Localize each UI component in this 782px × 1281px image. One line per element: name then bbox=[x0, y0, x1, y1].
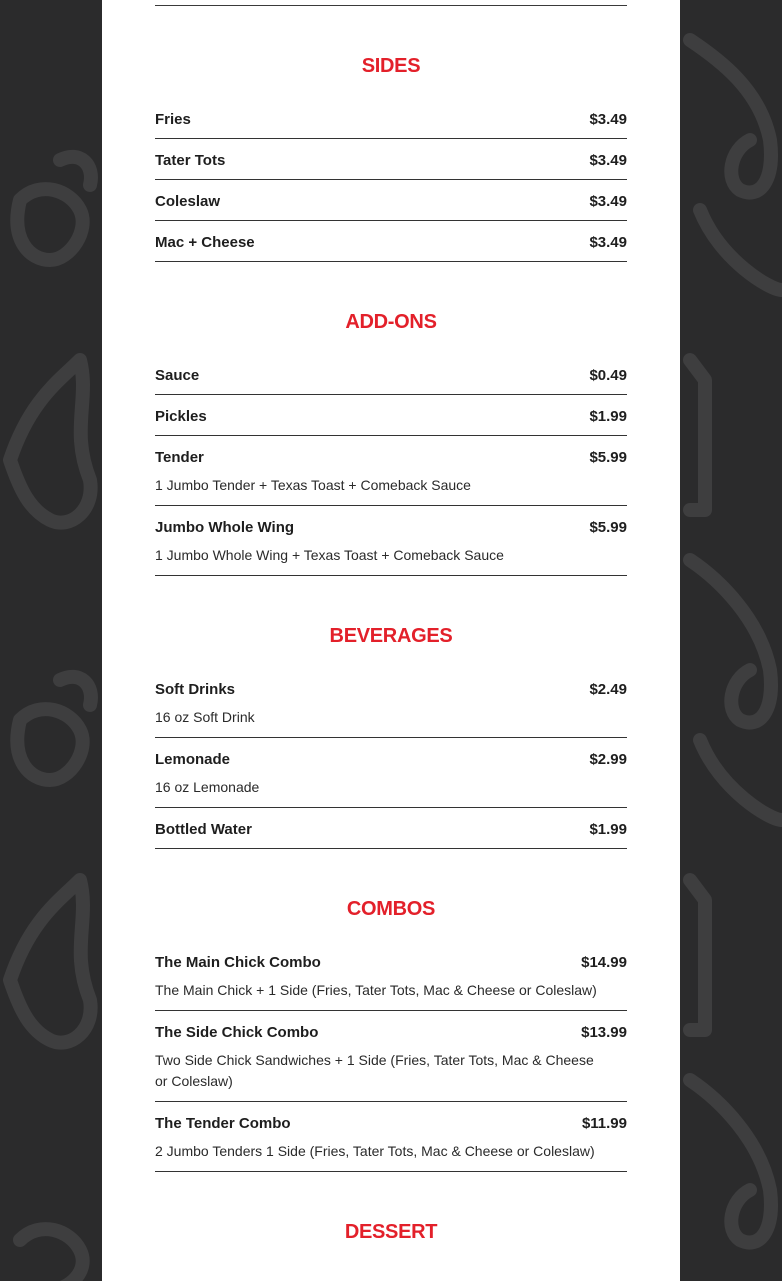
section-title-dessert: DESSERT bbox=[344, 1221, 438, 1243]
bottle-icon bbox=[690, 360, 705, 510]
chicken-leg-icon bbox=[690, 40, 782, 290]
item-name: Tater Tots bbox=[155, 152, 226, 169]
menu-item bbox=[155, 448, 627, 506]
item-price: $13.99 bbox=[581, 1024, 627, 1041]
bone-icon bbox=[20, 1229, 83, 1281]
item-price: $2.49 bbox=[589, 681, 627, 698]
menu-item bbox=[155, 518, 627, 576]
item-price: $0.49 bbox=[589, 367, 627, 384]
menu-item bbox=[155, 233, 627, 262]
item-price: $3.49 bbox=[589, 234, 627, 251]
menu-item bbox=[155, 151, 627, 180]
item-name: The Tender Combo bbox=[155, 1115, 291, 1132]
section-title-sides: SIDES bbox=[361, 55, 421, 77]
item-description: Two Side Chick Sandwiches + 1 Side (Fries, Tater Tots, Mac & Cheese or Coleslaw) bbox=[155, 1052, 594, 1089]
item-name: Bottled Water bbox=[155, 821, 252, 838]
divider bbox=[155, 5, 627, 6]
item-price: $3.49 bbox=[589, 111, 627, 128]
item-price: $3.49 bbox=[589, 193, 627, 210]
item-name: Coleslaw bbox=[155, 193, 221, 210]
item-description: 16 oz Soft Drink bbox=[155, 709, 255, 725]
item-price: $5.99 bbox=[589, 449, 627, 466]
menu-item bbox=[155, 680, 627, 738]
item-description: The Main Chick + 1 Side (Fries, Tater Tots, Mac & Cheese or Coleslaw) bbox=[155, 982, 597, 998]
section-title-combos: COMBOS bbox=[346, 898, 436, 920]
item-price: $14.99 bbox=[581, 954, 627, 971]
menu-item bbox=[155, 750, 627, 808]
menu-item bbox=[155, 953, 627, 1011]
section-title-add-ons: ADD-ONS bbox=[345, 311, 437, 333]
item-description: 1 Jumbo Tender + Texas Toast + Comeback Sauce bbox=[155, 477, 471, 493]
menu-item bbox=[155, 192, 627, 221]
item-name: Sauce bbox=[155, 367, 200, 384]
item-price: $3.49 bbox=[589, 152, 627, 169]
item-description: 1 Jumbo Whole Wing + Texas Toast + Comeback Sauce bbox=[155, 547, 504, 563]
item-price: $2.99 bbox=[589, 751, 627, 768]
item-name: Pickles bbox=[155, 408, 207, 425]
item-name: Lemonade bbox=[155, 751, 231, 768]
item-name: Mac + Cheese bbox=[155, 234, 255, 251]
menu-item bbox=[155, 1023, 627, 1102]
bone-icon bbox=[17, 157, 91, 260]
item-name: Jumbo Whole Wing bbox=[155, 519, 295, 536]
item-price: $11.99 bbox=[581, 1115, 627, 1132]
item-name: The Main Chick Combo bbox=[155, 954, 321, 971]
item-name: Tender bbox=[155, 449, 204, 466]
flame-icon bbox=[10, 360, 91, 523]
menu-item bbox=[155, 820, 627, 849]
item-description: 2 Jumbo Tenders 1 Side (Fries, Tater Tots, Mac & Cheese or Coleslaw) bbox=[155, 1143, 595, 1159]
chicken-leg-icon bbox=[690, 1080, 771, 1243]
item-name: Fries bbox=[155, 111, 191, 128]
flame-icon bbox=[10, 880, 91, 1043]
bottle-icon bbox=[690, 880, 705, 1030]
item-price: $5.99 bbox=[589, 519, 627, 536]
menu-card bbox=[102, 0, 680, 1281]
menu-item bbox=[155, 110, 627, 139]
item-description: 16 oz Lemonade bbox=[155, 779, 260, 795]
bone-icon bbox=[17, 677, 91, 780]
item-name: Soft Drinks bbox=[155, 681, 236, 698]
item-price: $1.99 bbox=[589, 821, 627, 838]
menu-item bbox=[155, 1114, 627, 1172]
section-title-beverages: BEVERAGES bbox=[329, 625, 453, 647]
item-price: $1.99 bbox=[589, 408, 627, 425]
item-name: The Side Chick Combo bbox=[155, 1024, 319, 1041]
chicken-leg-icon bbox=[690, 560, 782, 820]
menu-item bbox=[155, 366, 627, 395]
menu-item bbox=[155, 407, 627, 436]
